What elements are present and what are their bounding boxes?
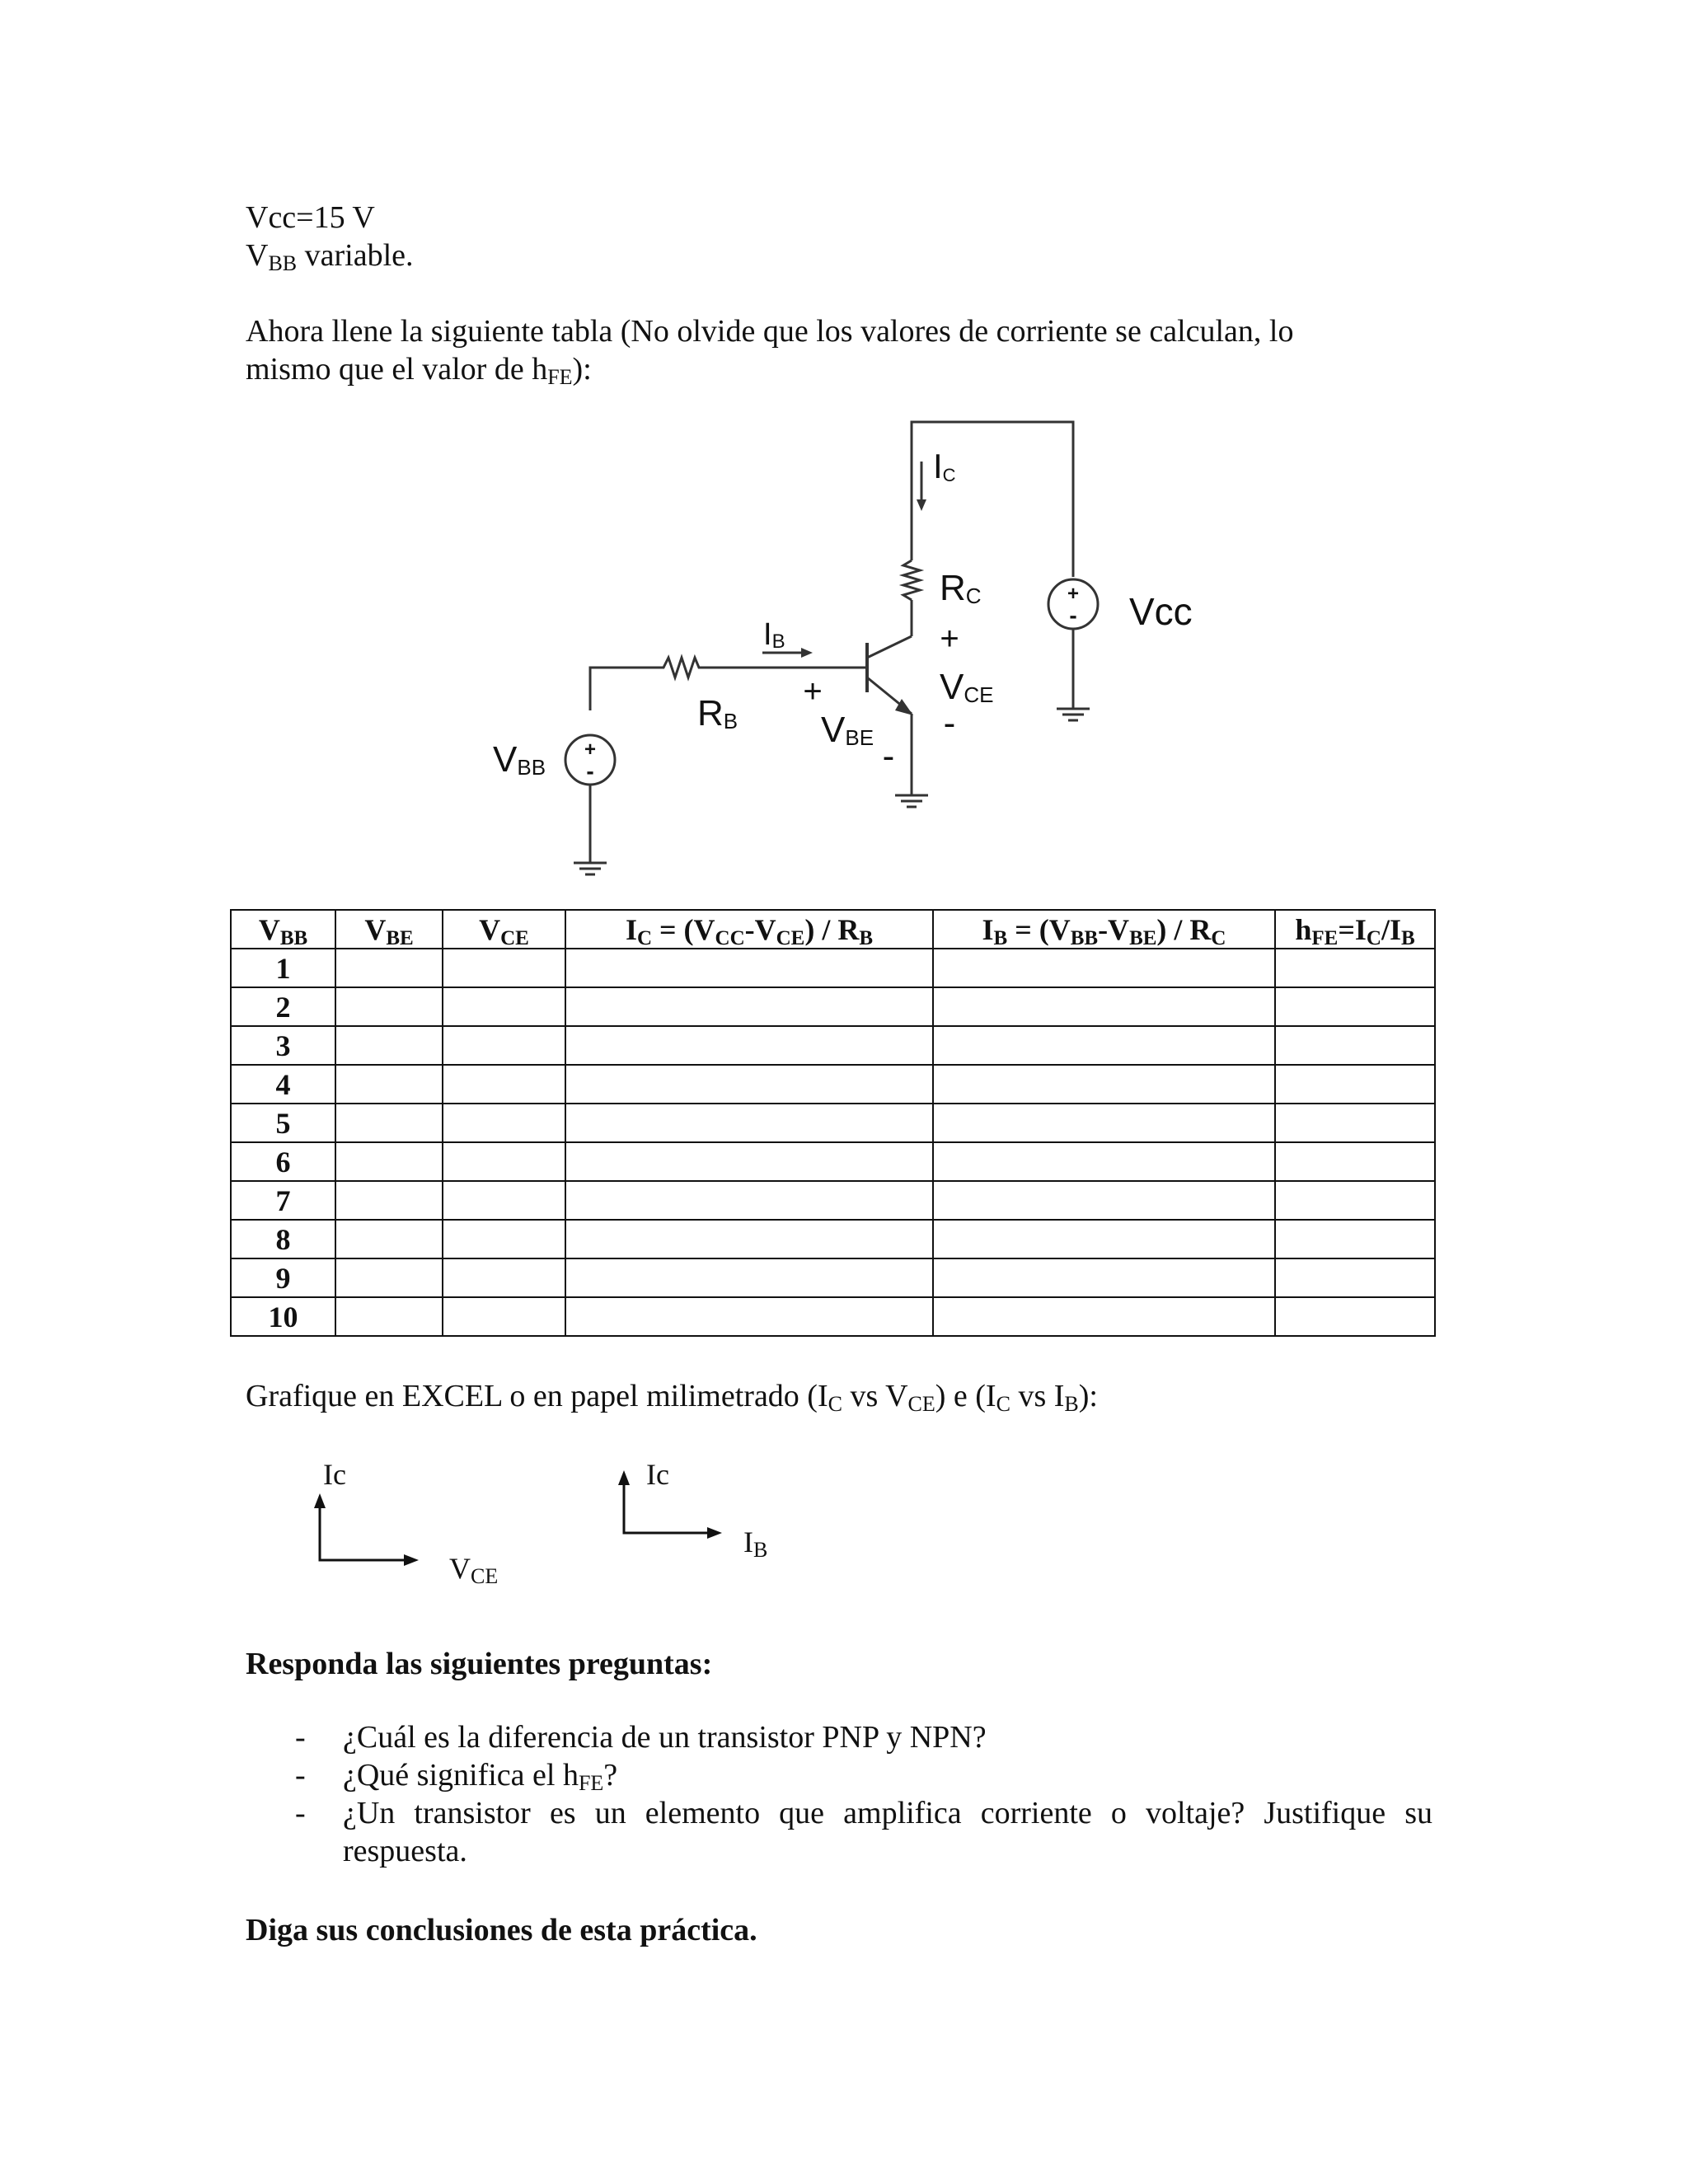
vbb-label: VBB <box>493 739 546 780</box>
row-index-cell: 5 <box>231 1104 335 1142</box>
list-item: - ¿Un transistor es un elemento que amplifica corriente o voltaje? Justifique su respuesta. <box>295 1796 1432 1868</box>
axis1-lines <box>320 1507 408 1560</box>
row-index-cell: 6 <box>231 1142 335 1181</box>
instruction-line-1: Ahora llene la siguiente tabla (No olvide que los valores de corriente se calculan, lo <box>246 314 1294 349</box>
vcc-minus-sign: - <box>1069 602 1077 628</box>
vce-plus-sign: + <box>940 621 959 657</box>
ib-label: IB <box>763 617 785 653</box>
vbe-plus-sign: + <box>803 673 823 710</box>
row-index-cell: 7 <box>231 1181 335 1220</box>
row-index-cell: 10 <box>231 1297 335 1336</box>
axis1-x-arrow <box>404 1554 419 1566</box>
list-bullet: - <box>295 1796 306 1830</box>
axis2-y-label: Ic <box>646 1458 669 1491</box>
row-index-cell: 8 <box>231 1220 335 1258</box>
list-bullet: - <box>295 1758 306 1793</box>
questions-heading: Responda las siguientes preguntas: <box>246 1647 713 1681</box>
graph-instruction: Grafique en EXCEL o en papel milimetrado ($I_C$ vs $V_{CE}$) e ($I_C$ vs $I_B$): <box>246 1379 1098 1416</box>
vcc-plus-sign: + <box>1067 583 1080 605</box>
rb-label: RB <box>697 693 738 733</box>
axis1-x-label: $V_{CE}$ <box>449 1552 499 1588</box>
vce-label: VCE <box>940 667 994 707</box>
column-header: $V_{BE}$ <box>335 910 443 949</box>
vbe-label: VBE <box>821 710 874 750</box>
row-index-cell: 3 <box>231 1026 335 1065</box>
vbb-variable-line: $V_{BB}$ variable. <box>246 238 414 275</box>
row-index-cell: 1 <box>231 949 335 987</box>
axis2-x-arrow <box>707 1527 722 1539</box>
vbe-minus-sign: - <box>882 736 895 776</box>
vcc-value-line: Vcc=15 V <box>246 200 375 235</box>
column-header: $V_{CE}$ <box>443 910 565 949</box>
vbb-minus-sign: - <box>586 758 594 784</box>
list-item: - ¿Qué significa el $h_{FE}$? <box>295 1758 618 1795</box>
vbb-plus-sign: + <box>584 738 597 761</box>
column-header: $V_{BB}$ <box>231 910 335 949</box>
axis1-y-arrow <box>314 1493 326 1508</box>
column-header: $I_B = (V_{BB}-V_{BE}) / R_C$ <box>933 910 1275 949</box>
axis1-y-label: Ic <box>323 1458 346 1491</box>
ic-label: IC <box>933 447 956 485</box>
column-header: $I_C = (V_{CC}-V_{CE}) / R_B$ <box>565 910 933 949</box>
axis2-x-label: $I_B$ <box>743 1526 768 1562</box>
row-index-cell: 4 <box>231 1065 335 1104</box>
list-item: - ¿Cuál es la diferencia de un transistor PNP y NPN? <box>295 1720 987 1755</box>
questions-list <box>246 1718 1432 1870</box>
axis2-y-arrow <box>618 1470 630 1485</box>
instruction-line-2: mismo que el valor de $h_{FE}$): <box>246 352 592 389</box>
rc-label: RC <box>940 568 982 608</box>
row-index-cell: 9 <box>231 1258 335 1297</box>
column-header: $h_{FE}=I_C/I_B$ <box>1275 910 1435 949</box>
vce-minus-sign: - <box>943 703 956 743</box>
row-index-cell: 2 <box>231 987 335 1026</box>
list-bullet: - <box>295 1720 306 1755</box>
conclusion-instruction: Diga sus conclusiones de esta práctica. <box>246 1913 757 1947</box>
vcc-label: Vcc <box>1129 590 1193 633</box>
